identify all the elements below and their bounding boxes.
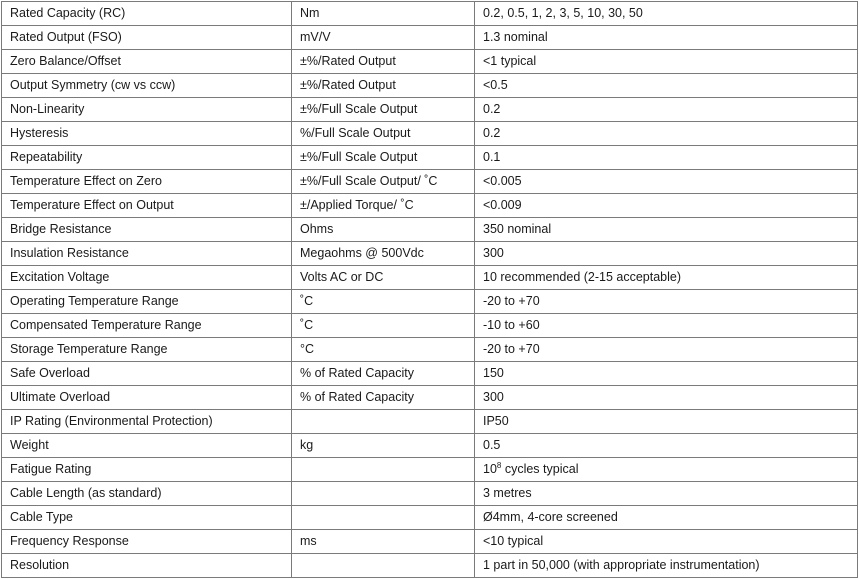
unit-cell: ±%/Full Scale Output/ ˚C	[292, 170, 475, 194]
parameter-cell: Zero Balance/Offset	[2, 50, 292, 74]
parameter-cell: Safe Overload	[2, 362, 292, 386]
value-cell: 0.2	[475, 98, 858, 122]
value-cell: 1.3 nominal	[475, 26, 858, 50]
value-text: cycles typical	[501, 462, 579, 477]
value-cell: 0.1	[475, 146, 858, 170]
value-cell: 3 metres	[475, 482, 858, 506]
table-row	[2, 434, 858, 458]
unit-cell	[292, 458, 475, 482]
unit-cell: °C	[292, 338, 475, 362]
value-cell	[475, 458, 858, 482]
value-cell: 0.2, 0.5, 1, 2, 3, 5, 10, 30, 50	[475, 2, 858, 26]
parameter-cell: Compensated Temperature Range	[2, 314, 292, 338]
value-cell: 0.5	[475, 434, 858, 458]
value-cell: <10 typical	[475, 530, 858, 554]
unit-cell: ±%/Rated Output	[292, 50, 475, 74]
unit-cell	[292, 554, 475, 578]
parameter-cell: Rated Output (FSO)	[2, 26, 292, 50]
unit-cell: Ohms	[292, 218, 475, 242]
value-cell: -20 to +70	[475, 338, 858, 362]
table-row	[2, 290, 858, 314]
parameter-cell: IP Rating (Environmental Protection)	[2, 410, 292, 434]
parameter-cell: Temperature Effect on Zero	[2, 170, 292, 194]
unit-cell: ±%/Full Scale Output	[292, 98, 475, 122]
table-row	[2, 218, 858, 242]
parameter-cell: Operating Temperature Range	[2, 290, 292, 314]
unit-cell: ˚C	[292, 314, 475, 338]
table-row	[2, 146, 858, 170]
table-row	[2, 458, 858, 482]
parameter-cell: Bridge Resistance	[2, 218, 292, 242]
value-cell: 10 recommended (2-15 acceptable)	[475, 266, 858, 290]
unit-cell: Nm	[292, 2, 475, 26]
unit-cell: Volts AC or DC	[292, 266, 475, 290]
specifications-table-body	[2, 2, 858, 578]
parameter-cell: Frequency Response	[2, 530, 292, 554]
parameter-cell: Temperature Effect on Output	[2, 194, 292, 218]
parameter-cell: Resolution	[2, 554, 292, 578]
unit-cell: ˚C	[292, 290, 475, 314]
value-cell: <0.5	[475, 74, 858, 98]
table-row	[2, 530, 858, 554]
parameter-cell: Ultimate Overload	[2, 386, 292, 410]
value-cell: -10 to +60	[475, 314, 858, 338]
parameter-cell: Hysteresis	[2, 122, 292, 146]
table-row	[2, 74, 858, 98]
parameter-cell: Non-Linearity	[2, 98, 292, 122]
parameter-cell: Cable Length (as standard)	[2, 482, 292, 506]
parameter-cell: Storage Temperature Range	[2, 338, 292, 362]
parameter-cell: Excitation Voltage	[2, 266, 292, 290]
unit-cell	[292, 410, 475, 434]
unit-cell: % of Rated Capacity	[292, 386, 475, 410]
parameter-cell: Repeatability	[2, 146, 292, 170]
table-row	[2, 2, 858, 26]
table-row	[2, 242, 858, 266]
value-cell: 300	[475, 242, 858, 266]
unit-cell: Megaohms @ 500Vdc	[292, 242, 475, 266]
table-row	[2, 26, 858, 50]
table-row	[2, 386, 858, 410]
parameter-cell: Output Symmetry (cw vs ccw)	[2, 74, 292, 98]
table-row	[2, 482, 858, 506]
table-row	[2, 122, 858, 146]
table-row	[2, 410, 858, 434]
unit-cell: %/Full Scale Output	[292, 122, 475, 146]
value-base: 10	[483, 462, 497, 477]
table-row	[2, 50, 858, 74]
parameter-cell: Cable Type	[2, 506, 292, 530]
unit-cell	[292, 506, 475, 530]
unit-cell: kg	[292, 434, 475, 458]
parameter-cell: Rated Capacity (RC)	[2, 2, 292, 26]
parameter-cell: Weight	[2, 434, 292, 458]
table-row	[2, 362, 858, 386]
value-cell: <0.009	[475, 194, 858, 218]
unit-cell: ms	[292, 530, 475, 554]
value-cell: 0.2	[475, 122, 858, 146]
unit-cell: ±%/Rated Output	[292, 74, 475, 98]
value-cell: <0.005	[475, 170, 858, 194]
table-row	[2, 266, 858, 290]
table-row	[2, 338, 858, 362]
parameter-cell: Fatigue Rating	[2, 458, 292, 482]
value-cell: IP50	[475, 410, 858, 434]
value-cell: 300	[475, 386, 858, 410]
value-cell: <1 typical	[475, 50, 858, 74]
unit-cell: mV/V	[292, 26, 475, 50]
value-cell: -20 to +70	[475, 290, 858, 314]
value-cell: Ø4mm, 4-core screened	[475, 506, 858, 530]
value-cell: 1 part in 50,000 (with appropriate instrumentation)	[475, 554, 858, 578]
parameter-cell: Insulation Resistance	[2, 242, 292, 266]
table-row	[2, 98, 858, 122]
specifications-table	[1, 1, 858, 578]
table-row	[2, 506, 858, 530]
table-row	[2, 554, 858, 578]
unit-cell: ±%/Full Scale Output	[292, 146, 475, 170]
table-row	[2, 314, 858, 338]
table-row	[2, 170, 858, 194]
unit-cell: ±/Applied Torque/ ˚C	[292, 194, 475, 218]
value-cell: 150	[475, 362, 858, 386]
unit-cell: % of Rated Capacity	[292, 362, 475, 386]
table-row	[2, 194, 858, 218]
unit-cell	[292, 482, 475, 506]
value-exponent: 8	[496, 461, 502, 471]
value-cell: 350 nominal	[475, 218, 858, 242]
